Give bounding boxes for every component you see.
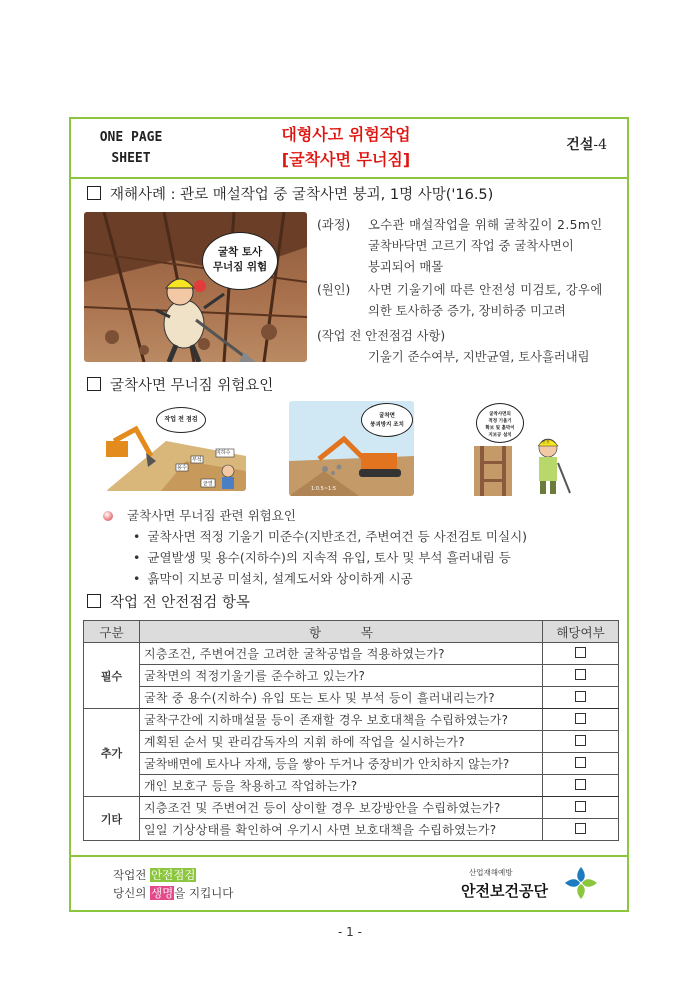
slogan-line-1 xyxy=(113,866,233,884)
accident-details xyxy=(317,215,629,368)
hazard-intro: 굴착사면 무너짐 관련 위험요인 xyxy=(127,508,296,523)
check-item: 일일 기상상태를 확인하여 우기시 사면 보호대책을 수립하였는가? xyxy=(140,819,543,841)
section-heading-text: 굴착사면 무너짐 위험요인 xyxy=(110,378,274,394)
slogan-highlight: 생명 xyxy=(150,886,174,900)
bubble-line-2: 무너짐 위험 xyxy=(212,261,268,273)
bubble-line-2: 적정 기울기 xyxy=(488,419,512,424)
process-label: (과정) xyxy=(317,218,351,232)
section-heading-text: 작업 전 안전점검 항목 xyxy=(110,595,250,611)
green-cross-logo-icon xyxy=(563,865,599,901)
hazard-list xyxy=(103,505,527,589)
round-bullet-icon xyxy=(103,511,113,521)
sheet-footer xyxy=(71,855,627,912)
sheet-frame xyxy=(69,117,629,912)
inspection-speech-bubble: 작업 전 점검 xyxy=(156,407,206,433)
check-item: 굴착면의 적정기울기를 준수하고 있는가? xyxy=(140,665,543,687)
checklist-checkbox[interactable] xyxy=(575,779,586,790)
one-page-sheet-label xyxy=(83,127,179,169)
kosha-logo xyxy=(461,863,599,903)
process-row xyxy=(317,215,629,236)
cause-label: (원인) xyxy=(317,283,351,297)
table-row xyxy=(84,797,619,819)
slope-speech-bubble xyxy=(361,403,413,437)
trench-collapse-drawing xyxy=(84,212,307,362)
pre-check-label: (작업 전 안전점검 사항) xyxy=(317,329,446,343)
helmet-label: 안전 xyxy=(542,439,550,444)
slogan-text: 을 지킵니다 xyxy=(174,886,234,900)
bubble-line-3: 확보 및 흙막이 xyxy=(485,426,515,431)
table-row xyxy=(84,665,619,687)
slogan-highlight: 안전점검 xyxy=(150,868,196,882)
table-row xyxy=(84,709,619,731)
sign-spring-water: 용수 xyxy=(177,465,187,471)
bubble-line-4: 지보공 설치 xyxy=(488,433,512,438)
hazard-item: • 균열발생 및 용수(지하수)의 지속적 유입, 토사 및 부석 흘러내림 등 xyxy=(103,547,527,568)
sheet-header xyxy=(71,119,627,179)
column-header-check: 해당여부 xyxy=(543,621,619,643)
bubble-line-2: 붕괴방지 조치 xyxy=(370,422,404,428)
page-title xyxy=(221,122,471,172)
bubble-line-1: 굴착면 xyxy=(379,413,395,419)
checkbox-square-icon xyxy=(87,594,101,608)
checklist-checkbox[interactable] xyxy=(575,801,586,812)
cause-row xyxy=(317,280,629,301)
slogan-line-2 xyxy=(113,884,233,902)
one-page-line: ONE PAGE xyxy=(99,130,163,145)
title-line-1: 대형사고 위험작업 xyxy=(281,125,411,144)
table-row xyxy=(84,819,619,841)
checklist-checkbox[interactable] xyxy=(575,669,586,680)
column-header-item: 항 목 xyxy=(140,621,543,643)
process-text: 굴착바닥면 고르기 작업 중 굴착사면이 xyxy=(368,239,574,253)
cause-text: 의한 토사하중 증가, 장비하중 미고려 xyxy=(368,304,566,318)
table-row xyxy=(84,687,619,709)
section-accident-case-heading xyxy=(87,183,493,204)
org-subtitle: 산업재해예방 xyxy=(469,868,513,877)
section-heading-text: 재해사례 : 관로 매설작업 중 굴착사면 붕괴, 1명 사망('16.5) xyxy=(110,187,494,203)
page-number: - 1 - xyxy=(338,925,362,939)
org-name: 안전보건공단 xyxy=(461,882,548,900)
check-item: 굴착배면에 토사나 자재, 등을 쌓아 두거나 중장비가 안치하지 않는가? xyxy=(140,753,543,775)
checklist-checkbox[interactable] xyxy=(575,713,586,724)
check-item: 지층조건 및 주변여건 등이 상이할 경우 보강방안을 수립하였는가? xyxy=(140,797,543,819)
checkbox-square-icon xyxy=(87,377,101,391)
slope-ratio-label: 1:0.5~1:5 xyxy=(311,486,337,492)
sign-groundwater: 지하수 xyxy=(216,450,231,456)
category-label: 건설 xyxy=(566,137,594,153)
table-row xyxy=(84,753,619,775)
hazard-illustration-support xyxy=(466,401,591,496)
title-line-2: [굴착사면 무너짐] xyxy=(281,150,411,169)
checklist-checkbox[interactable] xyxy=(575,647,586,658)
checklist-checkbox[interactable] xyxy=(575,757,586,768)
bubble-line-1: 굴착사면의 xyxy=(489,412,511,417)
hazard-item: • 굴착사면 적정 기울기 미준수(지반조건, 주변여건 등 사전검토 미실시) xyxy=(103,526,527,547)
sign-loose-rock: 부석 xyxy=(192,457,202,463)
support-speech-bubble xyxy=(476,403,524,443)
section-checklist-heading xyxy=(87,591,250,612)
hazard-intro-row xyxy=(103,505,527,526)
check-item: 지층조건, 주변여건을 고려한 굴착공법을 적용하였는가? xyxy=(140,643,543,665)
category-other: 기타 xyxy=(84,797,140,841)
section-hazard-heading xyxy=(87,374,273,395)
category-number: -4 xyxy=(593,137,607,153)
pre-check-text: 기울기 준수여부, 지반균열, 토사흘러내림 xyxy=(368,350,590,364)
sheet-line: SHEET xyxy=(111,151,151,166)
slogan-text: 당신의 xyxy=(113,886,150,900)
category-additional: 추가 xyxy=(84,709,140,797)
table-row xyxy=(84,731,619,753)
process-text: 오수관 매설작업을 위해 굴착깊이 2.5m인 xyxy=(368,218,603,232)
checklist-checkbox[interactable] xyxy=(575,735,586,746)
hazard-illustration-slope xyxy=(289,401,414,496)
accident-illustration xyxy=(84,212,307,362)
slogan-text: 작업전 xyxy=(113,868,150,882)
sign-crack: 균열 xyxy=(203,481,213,487)
table-header-row xyxy=(84,621,619,643)
safety-slogan xyxy=(113,866,233,902)
hazard-illustration-inspection xyxy=(106,401,246,491)
checklist-checkbox[interactable] xyxy=(575,691,586,702)
check-item: 개인 보호구 등을 착용하고 작업하는가? xyxy=(140,775,543,797)
check-item: 굴착 중 용수(지하수) 유입 또는 토사 및 부석 등이 흘러내리는가? xyxy=(140,687,543,709)
process-text: 붕괴되어 매몰 xyxy=(368,260,444,274)
checkbox-square-icon xyxy=(87,186,101,200)
checklist-checkbox[interactable] xyxy=(575,823,586,834)
danger-speech-bubble xyxy=(202,232,278,290)
check-item: 굴착구간에 지하매설물 등이 존재할 경우 보호대책을 수립하였는가? xyxy=(140,709,543,731)
category-code xyxy=(566,134,607,154)
cause-text: 사면 기울기에 따른 안전성 미검토, 강우에 xyxy=(368,283,603,297)
table-row xyxy=(84,643,619,665)
safety-checklist-table xyxy=(83,620,619,841)
column-header-category: 구분 xyxy=(84,621,140,643)
category-required: 필수 xyxy=(84,643,140,709)
bubble-line-1: 굴착 토사 xyxy=(217,246,263,258)
table-row xyxy=(84,775,619,797)
check-item: 계획된 순서 및 관리감독자의 지휘 하에 작업을 실시하는가? xyxy=(140,731,543,753)
hazard-item: • 흙막이 지보공 미설치, 설계도서와 상이하게 시공 xyxy=(103,568,527,589)
